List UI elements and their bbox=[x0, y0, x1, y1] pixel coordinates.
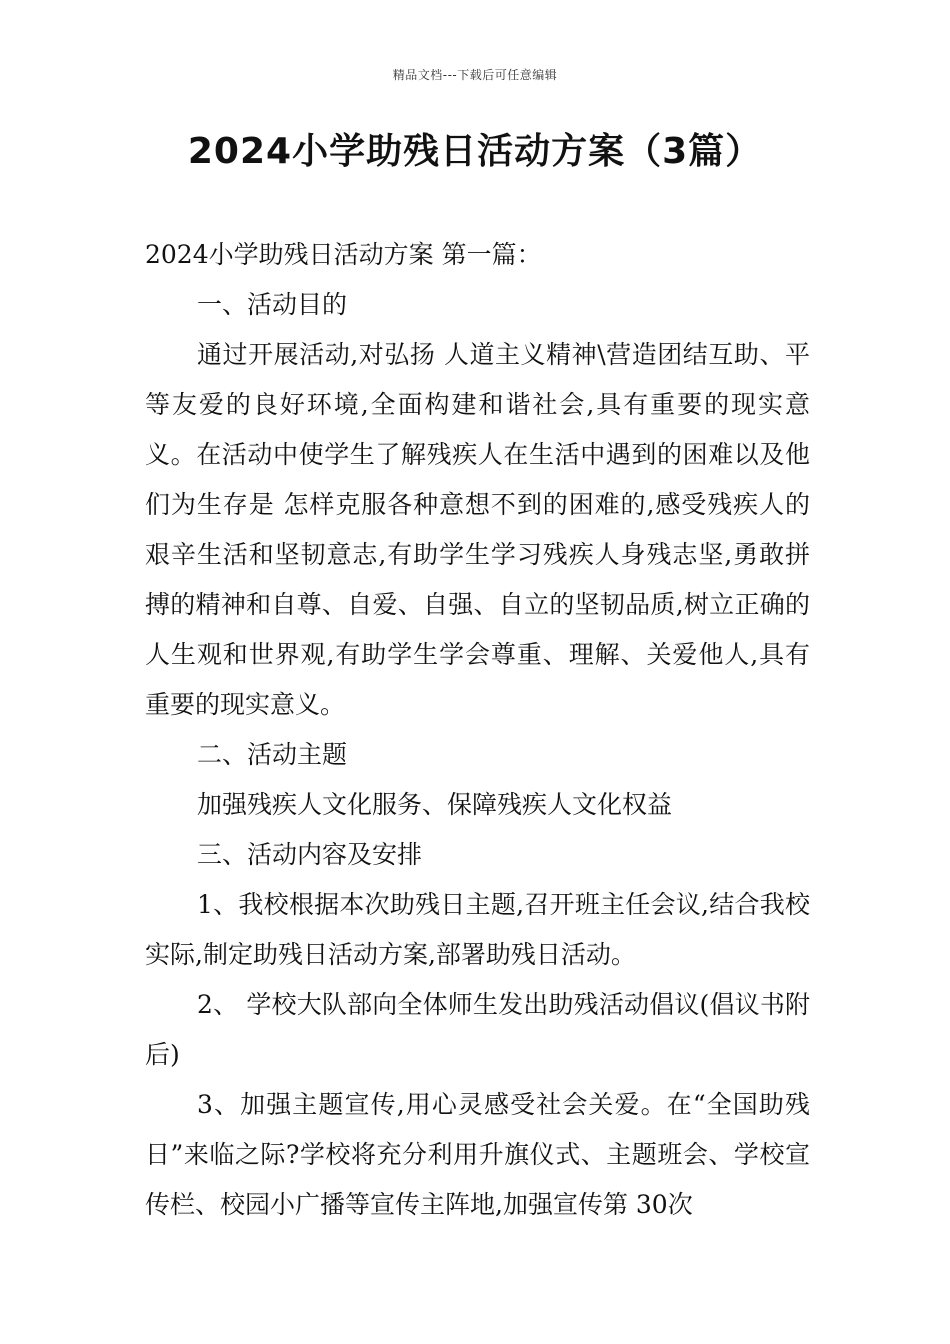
paragraph-purpose: 通过开展活动,对弘扬 人道主义精神\营造团结互助、平等友爱的良好环境,全面构建和谐社会,具有重要的现实意义。在活动中使学生了解残疾人在生活中遇到的困难以及他们为生存是 怎样克服各种意想不到的困难的,感受残疾人的艰辛生活和坚韧意志,有助学生学习残疾人身残志坚,勇敢拼搏的精神和自尊、自爱、自强、自立的坚韧品质,树立正确的人生观和世界观,有助学生学会尊重、理解、关爱他人,具有重要的现实意义。 bbox=[145, 340, 810, 719]
section-heading-purpose: 一、活动目的 bbox=[197, 290, 348, 319]
paragraph-item-1: 1、我校根据本次助残日主题,召开班主任会议,结合我校实际,制定助残日活动方案,部署助残日活动。 bbox=[145, 890, 810, 969]
paragraph-item-2: 2、 学校大队部向全体师生发出助残活动倡议(倡议书附后) bbox=[145, 990, 810, 1069]
section-heading-theme: 二、活动主题 bbox=[197, 740, 348, 769]
paragraph-theme: 加强残疾人文化服务、保障残疾人文化权益 bbox=[197, 790, 673, 819]
document-body bbox=[145, 230, 810, 1230]
document-title: 2024小学助残日活动方案（3篇） bbox=[187, 131, 763, 172]
section-heading-content: 三、活动内容及安排 bbox=[197, 840, 423, 869]
section-subheading: 2024小学助残日活动方案 第一篇： bbox=[145, 240, 542, 269]
header-watermark: 精品文档---下载后可任意编辑 bbox=[392, 68, 558, 82]
paragraph-item-3: 3、加强主题宣传,用心灵感受社会关爱。在“全国助残日”来临之际?学校将充分利用升旗仪式、主题班会、学校宣传栏、校园小广播等宣传主阵地,加强宣传第 30次 bbox=[145, 1090, 810, 1219]
